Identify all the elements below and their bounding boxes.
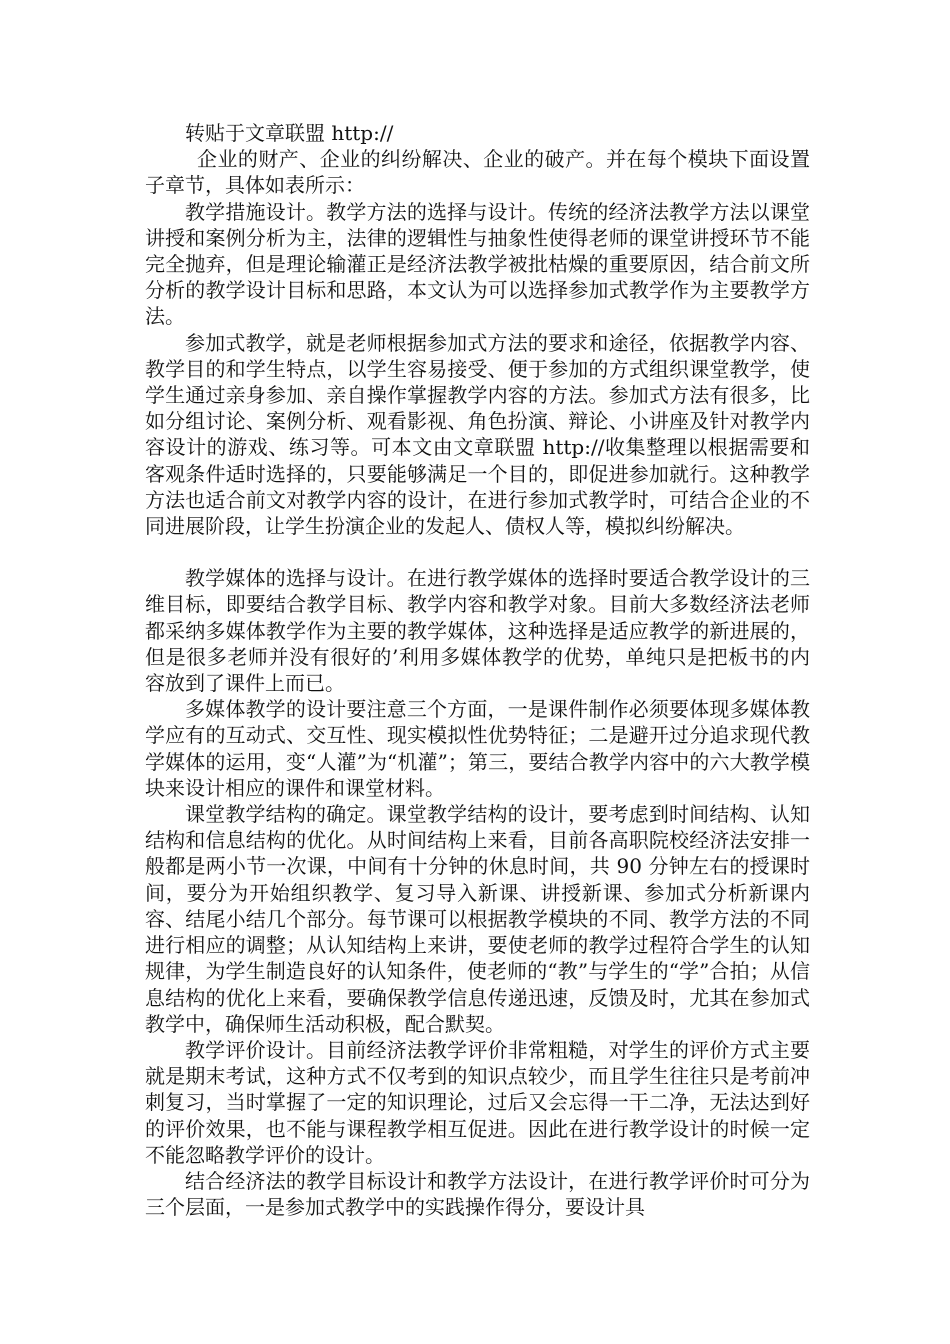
paragraph-6: 课堂教学结构的确定。课堂教学结构的设计，要考虑到时间结构、认知结构和信息结构的优化。从时间结构上来看，目前各高职院校经济法安排一般都是两小节一次课，中间有十分钟的休息时间，共 90 分钟左右的授课时间，要分为开始组织教学、复习导入新课、讲授新课、参加式分析新课内容、结尾小结几个部分。每节课可以根据教学模块的不同、教学方法的不同进行相应的调整；从认知结构上来讲，要使老师的教学过程符合学生的认知规律，为学生制造良好的认知条件，使老师的“教”与学生的“学”合拍；从信息结构的优化上来看，要确保教学信息传递迅速，反馈及时，尤其在参加式教学中，确保师生活动积极，配合默契。: [145, 802, 810, 1036]
paragraph-3: 参加式教学，就是老师根据参加式方法的要求和途径，依据教学内容、教学目的和学生特点，以学生容易接受、便于参加的方式组织课堂教学，使学生通过亲身参加、亲自操作掌握教学内容的方法。参加式方法有很多，比如分组讨论、案例分析、观看影视、角色扮演、辩论、小讲座及针对教学内容设计的游戏、练习等。可本文由文章联盟 http://收集整理以根据需要和客观条件适时选择的，只要能够满足一个目的，即促进参加就行。这种教学方法也适合前文对教学内容的设计，在进行参加式教学时，可结合企业的不同进展阶段，让学生扮演企业的发起人、债权人等，模拟纠纷解决。: [145, 330, 810, 539]
document-page: [145, 120, 810, 1220]
paragraph-1: 企业的财产、企业的纠纷解决、企业的破产。并在每个模块下面设置子章节，具体如表所示：: [145, 147, 810, 198]
source-line: 转贴于文章联盟 http://: [185, 121, 394, 145]
paragraph-2: 教学措施设计。教学方法的选择与设计。传统的经济法教学方法以课堂讲授和案例分析为主，法律的逻辑性与抽象性使得老师的课堂讲授环节不能完全抛弃，但是理论输灌正是经济法教学被批枯燥的重要原因，结合前文所分析的教学设计目标和思路，本文认为可以选择参加式教学作为主要教学方法。: [145, 199, 810, 329]
paragraph-4: 教学媒体的选择与设计。在进行教学媒体的选择时要适合教学设计的三维目标，即要结合教学目标、教学内容和教学对象。目前大多数经济法老师都采纳多媒体教学作为主要的教学媒体，这种选择是适应教学的新进展的，但是很多老师并没有很好的’利用多媒体教学的优势，单纯只是把板书的内容放到了课件上而已。: [145, 566, 810, 696]
blank-line: [145, 539, 810, 565]
paragraph-5: 多媒体教学的设计要注意三个方面，一是课件制作必须要体现多媒体教学应有的互动式、交互性、现实模拟性优势特征；二是避开过分追求现代教学媒体的运用，变“人灌”为“机灌”；第三，要结合教学内容中的六大教学模块来设计相应的课件和课堂材料。: [145, 697, 810, 800]
paragraph-8: 结合经济法的教学目标设计和教学方法设计，在进行教学评价时可分为三个层面，一是参加式教学中的实践操作得分，要设计具: [145, 1168, 810, 1220]
paragraph-7: 教学评价设计。目前经济法教学评价非常粗糙，对学生的评价方式主要就是期末考试，这种方式不仅考到的知识点较少，而且学生往往只是考前冲刺复习，当时掌握了一定的知识理论，过后又会忘得一干二净，无法达到好的评价效果，也不能与课程教学相互促进。因此在进行教学设计的时候一定不能忽略教学评价的设计。: [145, 1037, 810, 1167]
